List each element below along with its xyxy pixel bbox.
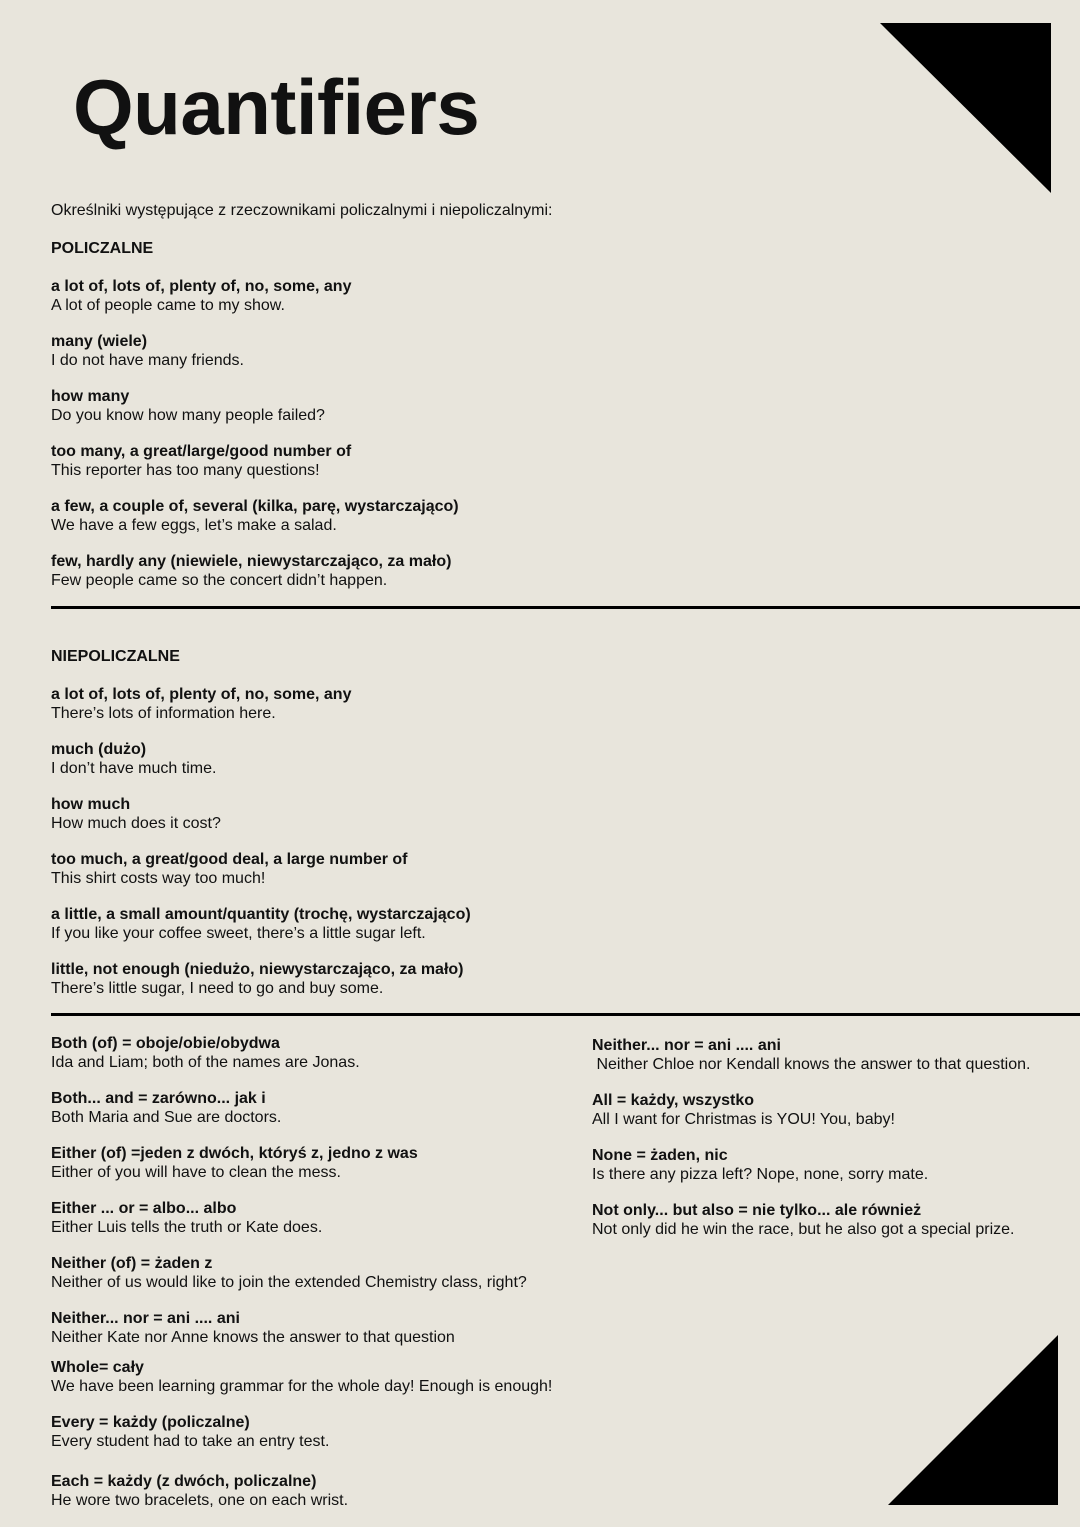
quantifier-entry [51, 1358, 552, 1396]
entry-example: A lot of people came to my show. [51, 297, 285, 314]
countable-entry [51, 277, 351, 315]
uncountable-entry [51, 685, 351, 723]
entry-example: Every student had to take an entry test. [51, 1433, 330, 1450]
entry-example: If you like your coffee sweet, there’s a little sugar left. [51, 925, 426, 942]
uncountable-entry [51, 960, 464, 998]
entry-term: Whole= cały [51, 1359, 144, 1376]
entry-example: We have been learning grammar for the whole day! Enough is enough! [51, 1378, 553, 1395]
entry-term: much (dużo) [51, 741, 147, 758]
uncountable-entry [51, 850, 408, 888]
entry-example: Either of you will have to clean the mess. [51, 1164, 341, 1181]
entry-example: Do you know how many people failed? [51, 407, 325, 424]
entry-example: Few people came so the concert didn’t happen. [51, 572, 388, 589]
quantifier-entry [51, 1089, 281, 1127]
entry-term: Neither... nor = ani .... ani [51, 1310, 240, 1327]
quantifier-entry [51, 1309, 455, 1347]
entry-term: Every = każdy (policzalne) [51, 1414, 250, 1431]
entry-example: There’s lots of information here. [51, 705, 276, 722]
intro-text: Określniki występujące z rzeczownikami policzalnymi i niepoliczalnymi: [51, 202, 553, 219]
entry-term: how many [51, 388, 130, 405]
entry-term: Both (of) = oboje/obie/obydwa [51, 1035, 280, 1052]
entry-term: All = każdy, wszystko [592, 1092, 754, 1109]
entry-example: All I want for Christmas is YOU! You, baby! [592, 1111, 895, 1128]
quantifier-entry [51, 1144, 418, 1182]
countable-entry [51, 332, 244, 370]
entry-example: Not only did he win the race, but he also got a special prize. [592, 1221, 1015, 1238]
entry-example: He wore two bracelets, one on each wrist. [51, 1492, 349, 1509]
quantifier-entry [51, 1034, 360, 1072]
countable-entry [51, 497, 459, 535]
entry-term: few, hardly any (niewiele, niewystarczająco, za mało) [51, 553, 452, 570]
entry-example: Both Maria and Sue are doctors. [51, 1109, 282, 1126]
triangle-decoration-top [880, 23, 1051, 193]
countable-entry [51, 442, 351, 480]
entry-term: how much [51, 796, 131, 813]
entry-example: I don’t have much time. [51, 760, 217, 777]
entry-term: a lot of, lots of, plenty of, no, some, any [51, 278, 352, 295]
entry-example: There’s little sugar, I need to go and buy some. [51, 980, 384, 997]
section-divider [51, 606, 1080, 609]
entry-term: Neither (of) = żaden z [51, 1255, 213, 1272]
entry-term: Each = każdy (z dwóch, policzalne) [51, 1473, 317, 1490]
uncountable-entry [51, 740, 216, 778]
entry-term: a lot of, lots of, plenty of, no, some, any [51, 686, 352, 703]
quantifier-entry [592, 1036, 1030, 1074]
countable-entry [51, 552, 451, 590]
entry-term: Either ... or = albo... albo [51, 1200, 237, 1217]
entry-example: How much does it cost? [51, 815, 221, 832]
entry-example: We have a few eggs, let’s make a salad. [51, 517, 337, 534]
entry-term: Neither... nor = ani .... ani [592, 1037, 781, 1054]
entry-term: too much, a great/good deal, a large number of [51, 851, 408, 868]
triangle-decoration-bottom [888, 1335, 1058, 1505]
countable-entry [51, 387, 325, 425]
entry-example: Neither of us would like to join the extended Chemistry class, right? [51, 1274, 527, 1291]
uncountable-entry [51, 795, 221, 833]
quantifier-entry [51, 1254, 527, 1292]
uncountable-heading: NIEPOLICZALNE [51, 648, 180, 665]
uncountable-entry [51, 905, 471, 943]
quantifier-entry [51, 1472, 348, 1510]
entry-term: little, not enough (niedużo, niewystarczająco, za mało) [51, 961, 464, 978]
page-title: Quantifiers [73, 63, 480, 151]
quantifier-entry [51, 1199, 322, 1237]
entry-example: This shirt costs way too much! [51, 870, 266, 887]
quantifier-entry [51, 1413, 329, 1451]
entry-example: This reporter has too many questions! [51, 462, 320, 479]
entry-term: a few, a couple of, several (kilka, parę, wystarczająco) [51, 498, 459, 515]
entry-term: Both... and = zarówno... jak i [51, 1090, 266, 1107]
entry-example: Ida and Liam; both of the names are Jonas. [51, 1054, 360, 1071]
quantifier-entry [592, 1201, 1014, 1239]
entry-term: Not only... but also = nie tylko... ale również [592, 1202, 922, 1219]
quantifier-entry [592, 1091, 895, 1129]
quantifier-entry [592, 1146, 928, 1184]
entry-example: Neither Chloe nor Kendall knows the answer to that question. [592, 1056, 1031, 1073]
entry-term: too many, a great/large/good number of [51, 443, 352, 460]
entry-term: many (wiele) [51, 333, 148, 350]
section-divider [51, 1013, 1080, 1016]
entry-term: Either (of) =jeden z dwóch, któryś z, jedno z was [51, 1145, 418, 1162]
entry-example: Either Luis tells the truth or Kate does. [51, 1219, 323, 1236]
entry-term: None = żaden, nic [592, 1147, 728, 1164]
entry-example: Is there any pizza left? Nope, none, sorry mate. [592, 1166, 929, 1183]
countable-heading: POLICZALNE [51, 240, 154, 257]
entry-example: Neither Kate nor Anne knows the answer to that question [51, 1329, 455, 1346]
entry-example: I do not have many friends. [51, 352, 244, 369]
entry-term: a little, a small amount/quantity (trochę, wystarczająco) [51, 906, 471, 923]
